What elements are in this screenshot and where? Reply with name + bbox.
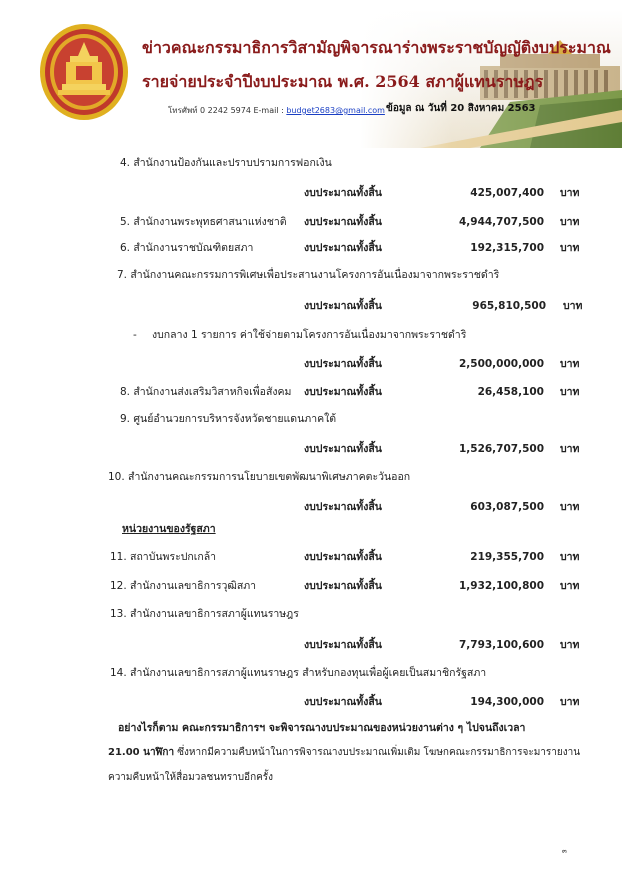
data-date: ข้อมูล ณ วันที่ 20 สิงหาคม 2563 — [386, 103, 536, 114]
budget-amount: 219,355,700 — [470, 551, 544, 563]
budget-item: 6. สำนักงานราชบัณฑิตยสภา งบประมาณทั้งสิ้น 192,315,700 บาท — [0, 238, 629, 258]
contact-line — [168, 104, 385, 117]
budget-item-total: งบประมาณทั้งสิ้น 1,526,707,500 บาท — [0, 439, 629, 459]
budget-item-total: งบประมาณทั้งสิ้น 194,300,000 บาท — [0, 692, 629, 712]
closing-line-2 — [108, 745, 581, 760]
parliament-emblem-logo — [38, 22, 130, 122]
budget-item-label: 4. สำนักงานป้องกันและปราบปรามการฟอกเงิน — [120, 157, 332, 169]
budget-item-label: 9. ศูนย์อำนวยการบริหารจังหวัดชายแดนภาคใต้ — [120, 413, 337, 425]
news-header — [0, 0, 629, 150]
budget-item-total: งบประมาณทั้งสิ้น 603,087,500 บาท — [0, 497, 629, 517]
budget-amount: 1,526,707,500 — [458, 443, 544, 455]
budget-amount: 603,087,500 — [470, 501, 544, 513]
budget-amount: 425,007,400 — [470, 187, 544, 199]
phone-text: โทรศัพท์ 0 2242 5974 E-mail : — [168, 106, 284, 115]
page-number: ๓ — [562, 847, 567, 855]
closing-line-2-text: ซึ่งหากมีความคืบหน้าในการพิจารณางบประมาณเพิ่มเติม โฆษกคณะกรรมาธิการจะมารายงาน — [174, 747, 581, 758]
budget-amount: 965,810,500 — [472, 300, 546, 312]
budget-amount: 26,458,100 — [477, 386, 544, 398]
budget-item-label: 7. สำนักงานคณะกรรมการพิเศษเพื่อประสานงานโครงการอันเนื่องมาจากพระราชดำริ — [117, 269, 500, 281]
budget-item-label: 13. สำนักงานเลขาธิการสภาผู้แทนราษฎร — [110, 608, 299, 620]
budget-item: 5. สำนักงานพระพุทธศาสนาแห่งชาติ งบประมาณทั้งสิ้น 4,944,707,500 บาท — [0, 212, 629, 232]
budget-item: 12. สำนักงานเลขาธิการวุฒิสภา งบประมาณทั้งสิ้น 1,932,100,800 บาท — [0, 576, 629, 596]
budget-amount: 192,315,700 — [470, 242, 544, 254]
closing-time: 21.00 นาฬิกา — [108, 747, 175, 758]
budget-amount: 2,500,000,000 — [458, 358, 544, 370]
header-title: ข่าวคณะกรรมาธิการวิสามัญพิจารณาร่างพระราชบัญญัติงบประมาณ — [142, 38, 611, 57]
budget-item: 8. สำนักงานส่งเสริมวิสาหกิจเพื่อสังคม งบประมาณทั้งสิ้น 26,458,100 บาท — [0, 382, 629, 402]
closing-line-1: อย่างไรก็ตาม คณะกรรมาธิการฯ จะพิจารณางบประมาณของหน่วยงานต่าง ๆ ไปจนถึงเวลา — [118, 722, 526, 734]
budget-item-total: งบประมาณทั้งสิ้น 965,810,500 บาท — [0, 296, 629, 316]
budget-item-total: งบประมาณทั้งสิ้น 7,793,100,600 บาท — [0, 635, 629, 655]
budget-item-label: 10. สำนักงานคณะกรรมการนโยบายเขตพัฒนาพิเศษภาคตะวันออก — [108, 471, 411, 483]
budget-amount: 4,944,707,500 — [458, 216, 544, 228]
budget-amount: 194,300,000 — [470, 696, 544, 708]
email-link[interactable]: budget2683@gmail.com — [286, 106, 385, 115]
budget-item: 11. สถาบันพระปกเกล้า งบประมาณทั้งสิ้น 219,355,700 บาท — [0, 547, 629, 567]
budget-item-label: 14. สำนักงานเลขาธิการสภาผู้แทนราษฎร สำหรับกองทุนเพื่อผู้เคยเป็นสมาชิกรัฐสภา — [110, 667, 487, 679]
budget-subitem-label: - งบกลาง 1 รายการ ค่าใช้จ่ายตามโครงการอันเนื่องมาจากพระราชดำริ — [133, 329, 467, 341]
budget-subitem-total: งบประมาณทั้งสิ้น 2,500,000,000 บาท — [0, 354, 629, 374]
budget-item-total: งบประมาณทั้งสิ้น 425,007,400 บาท — [0, 183, 629, 203]
header-subtitle: รายจ่ายประจำปีงบประมาณ พ.ศ. 2564 สภาผู้แทนราษฎร — [142, 72, 544, 91]
budget-amount: 1,932,100,800 — [458, 580, 544, 592]
closing-line-3: ความคืบหน้าให้สื่อมวลชนทราบอีกครั้ง — [108, 772, 274, 783]
budget-amount: 7,793,100,600 — [458, 639, 544, 651]
section-heading: หน่วยงานของรัฐสภา — [122, 523, 216, 535]
